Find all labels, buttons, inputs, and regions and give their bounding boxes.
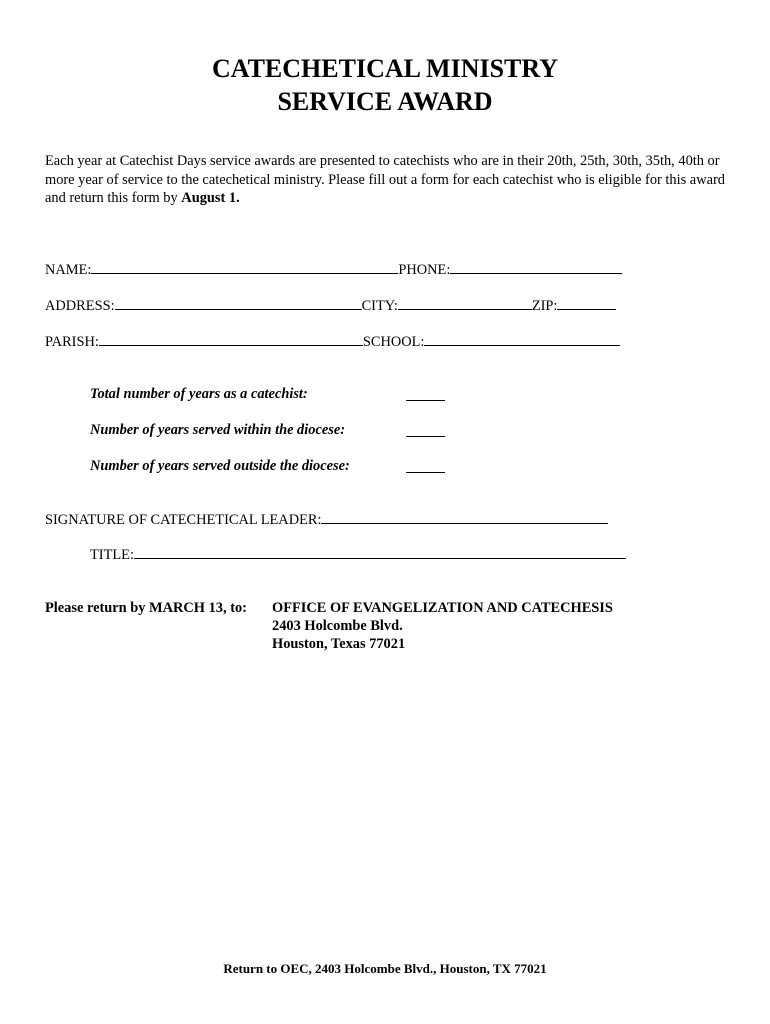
within-diocese-field[interactable] <box>406 436 445 437</box>
total-years-field[interactable] <box>406 400 445 401</box>
phone-label: PHONE: <box>398 262 451 278</box>
outside-diocese-label: Number of years served outside the diocese: <box>90 458 350 474</box>
name-label: NAME: <box>45 262 92 278</box>
outside-diocese-field[interactable] <box>406 472 445 473</box>
title-label: TITLE: <box>90 547 134 563</box>
address-label: ADDRESS: <box>45 298 115 314</box>
zip-field[interactable] <box>557 296 616 310</box>
office-city: Houston, Texas 77021 <box>272 636 406 652</box>
city-field[interactable] <box>398 296 532 310</box>
city-label: CITY: <box>361 298 398 314</box>
office-name: OFFICE OF EVANGELIZATION AND CATECHESIS <box>272 600 613 616</box>
intro-paragraph <box>45 152 735 208</box>
parish-field[interactable] <box>99 332 363 346</box>
page-title <box>0 52 770 118</box>
office-street: 2403 Holcombe Blvd. <box>272 618 403 634</box>
school-field[interactable] <box>424 332 620 346</box>
title-field[interactable] <box>134 545 626 559</box>
address-row <box>45 296 616 315</box>
footer-return-address: Return to OEC, 2403 Holcombe Blvd., Houston, TX 77021 <box>223 961 547 976</box>
signature-row <box>45 510 608 529</box>
return-address <box>272 599 613 653</box>
address-field[interactable] <box>115 296 362 310</box>
parish-school-row <box>45 332 620 351</box>
phone-field[interactable] <box>450 260 622 274</box>
title-row <box>90 545 626 564</box>
name-phone-row <box>45 260 622 279</box>
intro-text: Each year at Catechist Days service awards are presented to catechists who are in their 20th, 25th, 30th, 35th, 40th or more year of service to the catechetical ministry. Please fill out a form for each catechist who is eligible for this award and return this form by <box>45 153 725 206</box>
within-diocese-label: Number of years served within the diocese: <box>90 422 346 438</box>
return-by-label: Please return by MARCH 13, to: <box>45 600 247 616</box>
title-line-2: SERVICE AWARD <box>277 87 493 116</box>
total-years-label: Total number of years as a catechist: <box>90 386 308 402</box>
title-line-1: CATECHETICAL MINISTRY <box>211 54 559 83</box>
signature-field[interactable] <box>321 510 608 524</box>
school-label: SCHOOL: <box>362 334 425 350</box>
zip-label: ZIP: <box>531 298 558 314</box>
name-field[interactable] <box>91 260 398 274</box>
intro-deadline: August 1. <box>181 190 240 206</box>
signature-label: SIGNATURE OF CATECHETICAL LEADER: <box>45 512 322 528</box>
parish-label: PARISH: <box>45 334 99 350</box>
